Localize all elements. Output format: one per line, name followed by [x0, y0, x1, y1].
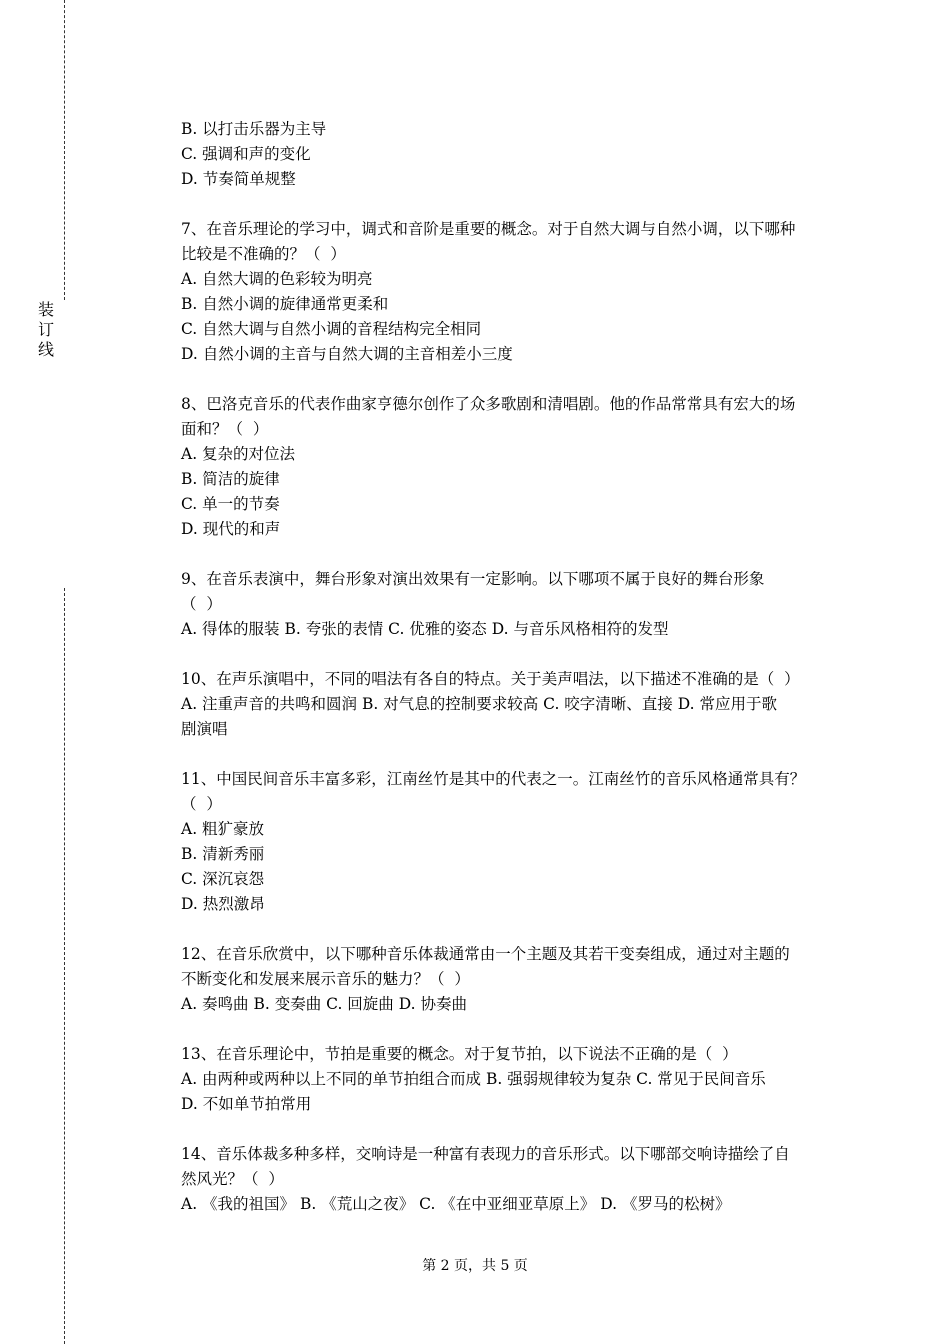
option-line: A. 《我的祖国》 B. 《荒山之夜》 C. 《在中亚细亚草原上》 D. 《罗马的松树》: [181, 1195, 731, 1213]
option-line: A. 得体的服装 B. 夸张的表情 C. 优雅的姿态 D. 与音乐风格相符的发型: [181, 620, 669, 638]
question-stem-line: 9、在音乐表演中，舞台形象对演出效果有一定影响。以下哪项不属于良好的舞台形象: [181, 570, 765, 588]
question-stem-line: 13、在音乐理论中，节拍是重要的概念。对于复节拍，以下说法不正确的是（ ）: [181, 1045, 738, 1063]
question-stem-line: 7、在音乐理论的学习中，调式和音阶是重要的概念。对于自然大调与自然小调，以下哪种: [181, 220, 796, 238]
option-line: D. 不如单节拍常用: [181, 1095, 312, 1113]
question-13: [181, 1042, 851, 1117]
option-line: D. 自然小调的主音与自然大调的主音相差小三度: [181, 345, 513, 363]
question-stem-line: 11、中国民间音乐丰富多彩，江南丝竹是其中的代表之一。江南丝竹的音乐风格通常具有？: [181, 770, 806, 788]
question-stem-line: （ ）: [181, 795, 222, 813]
option-line: C. 强调和声的变化: [181, 145, 311, 163]
option-line: A. 粗犷豪放: [181, 820, 265, 838]
binding-dashed-line-top: [64, 0, 65, 300]
page-number-footer: 第 2 页，共 5 页: [422, 1258, 528, 1274]
question-stem-line: 然风光？（ ）: [181, 1170, 284, 1188]
question-11: [181, 767, 851, 917]
question-stem-line: 14、音乐体裁多种多样，交响诗是一种富有表现力的音乐形式。以下哪部交响诗描绘了自: [181, 1145, 790, 1163]
option-line: C. 自然大调与自然小调的音程结构完全相同: [181, 320, 482, 338]
question-7: [181, 217, 851, 367]
option-line: A. 自然大调的色彩较为明亮: [181, 270, 373, 288]
binding-label-char: 订: [37, 320, 54, 339]
question-8: [181, 392, 851, 542]
binding-label-char: 线: [37, 340, 54, 359]
question-content: [181, 117, 851, 1217]
option-line: B. 以打击乐器为主导: [181, 120, 327, 138]
option-line: 剧演唱: [181, 720, 228, 738]
question-9: [181, 567, 851, 642]
question-stem-line: 8、巴洛克音乐的代表作曲家亨德尔创作了众多歌剧和清唱剧。他的作品常常具有宏大的场: [181, 395, 796, 413]
previous-question-options: [181, 117, 851, 192]
binding-dashed-line-bottom: [64, 588, 65, 1344]
option-line: C. 深沉哀怨: [181, 870, 265, 888]
option-line: B. 自然小调的旋律通常更柔和: [181, 295, 389, 313]
option-line: A. 由两种或两种以上不同的单节拍组合而成 B. 强弱规律较为复杂 C. 常见于民间音乐: [181, 1070, 766, 1088]
option-line: A. 注重声音的共鸣和圆润 B. 对气息的控制要求较高 C. 咬字清晰、直接 D. 常应用于歌: [181, 695, 777, 713]
binding-label: [36, 300, 56, 360]
question-stem-line: 面和？（ ）: [181, 420, 269, 438]
question-stem-line: 不断变化和发展来展示音乐的魅力？（ ）: [181, 970, 470, 988]
binding-label-char: 装: [37, 300, 54, 319]
question-14: [181, 1142, 851, 1217]
option-line: D. 现代的和声: [181, 520, 281, 538]
question-10: [181, 667, 851, 742]
option-line: B. 清新秀丽: [181, 845, 265, 863]
question-stem-line: 10、在声乐演唱中，不同的唱法有各自的特点。关于美声唱法，以下描述不准确的是（ ）: [181, 670, 800, 688]
option-line: C. 单一的节奏: [181, 495, 280, 513]
option-line: A. 复杂的对位法: [181, 445, 296, 463]
question-12: [181, 942, 851, 1017]
question-stem-line: 12、在音乐欣赏中，以下哪种音乐体裁通常由一个主题及其若干变奏组成，通过对主题的: [181, 945, 790, 963]
question-stem-line: 比较是不准确的？（ ）: [181, 245, 346, 263]
option-line: A. 奏鸣曲 B. 变奏曲 C. 回旋曲 D. 协奏曲: [181, 995, 467, 1013]
option-line: D. 节奏简单规整: [181, 170, 296, 188]
question-stem-line: （ ）: [181, 595, 222, 613]
option-line: D. 热烈激昂: [181, 895, 265, 913]
option-line: B. 简洁的旋律: [181, 470, 280, 488]
